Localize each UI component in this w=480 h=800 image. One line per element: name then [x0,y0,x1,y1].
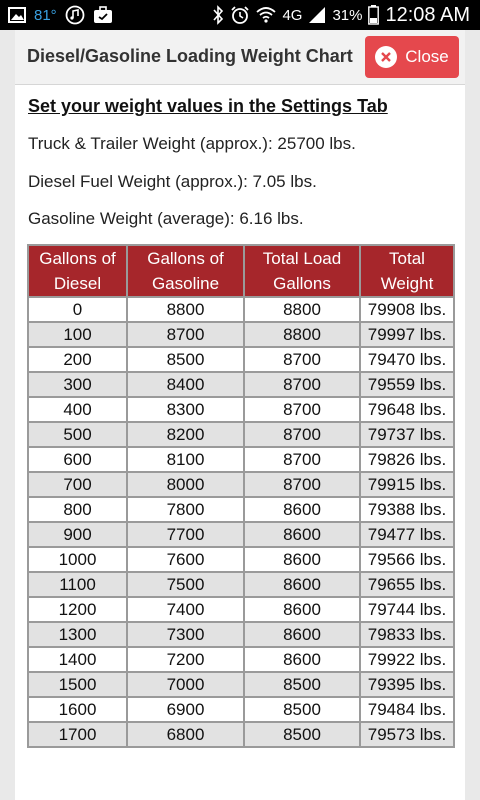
table-cell: 500 [28,422,127,447]
table-row [28,397,454,422]
signal-icon [308,6,326,24]
table-cell: 79908 lbs. [360,297,454,322]
table-cell: 1300 [28,622,127,647]
table-row [28,472,454,497]
table-cell: 8700 [127,322,244,347]
table-cell: 79833 lbs. [360,622,454,647]
table-cell: 0 [28,297,127,322]
dialog-header [15,30,465,85]
table-cell: 79915 lbs. [360,472,454,497]
column-header: Total Load Gallons [244,245,360,297]
table-cell: 8700 [244,397,360,422]
alarm-icon [230,5,250,25]
chart-content [15,85,465,800]
table-cell: 79648 lbs. [360,397,454,422]
table-cell: 8600 [244,522,360,547]
bluetooth-icon [212,5,224,25]
table-cell: 1600 [28,697,127,722]
table-cell: 7600 [127,547,244,572]
table-cell: 600 [28,447,127,472]
battery-icon [368,5,379,25]
table-row [28,497,454,522]
table-row [28,722,454,747]
diesel-weight-text: Diesel Fuel Weight (approx.): 7.05 lbs. [28,172,317,191]
table-cell: 8700 [244,422,360,447]
table-cell: 79737 lbs. [360,422,454,447]
table-cell: 1200 [28,597,127,622]
table-cell: 8800 [127,297,244,322]
table-cell: 400 [28,397,127,422]
table-cell: 79744 lbs. [360,597,454,622]
table-cell: 8400 [127,372,244,397]
settings-hint: Set your weight values in the Settings Tab [28,96,388,116]
table-cell: 6800 [127,722,244,747]
table-cell: 8600 [244,597,360,622]
table-cell: 8700 [244,347,360,372]
table-cell: 1500 [28,672,127,697]
battery-percent-text: 31% [332,6,363,24]
table-cell: 8500 [244,722,360,747]
table-row [28,522,454,547]
table-cell: 8000 [127,472,244,497]
table-row [28,647,454,672]
table-cell: 6900 [127,697,244,722]
table-cell: 100 [28,322,127,347]
table-cell: 79566 lbs. [360,547,454,572]
music-icon [65,5,85,25]
network-type-text: 4G [282,6,303,24]
table-cell: 700 [28,472,127,497]
table-cell: 8800 [244,322,360,347]
status-bar [0,0,480,30]
table-row [28,297,454,322]
table-cell: 79470 lbs. [360,347,454,372]
table-cell: 900 [28,522,127,547]
close-button[interactable] [365,36,459,78]
table-cell: 7200 [127,647,244,672]
table-cell: 79997 lbs. [360,322,454,347]
table-cell: 200 [28,347,127,372]
table-cell: 1000 [28,547,127,572]
weight-table [27,244,455,748]
table-cell: 8600 [244,572,360,597]
status-right [212,4,480,27]
table-cell: 79826 lbs. [360,447,454,472]
table-row [28,372,454,397]
table-cell: 8100 [127,447,244,472]
table-header-row [28,245,454,297]
table-cell: 8500 [244,672,360,697]
column-header: Total Weight [360,245,454,297]
close-button-label: Close [405,47,449,66]
temperature-text: 81° [34,6,57,24]
table-cell: 1700 [28,722,127,747]
table-cell: 300 [28,372,127,397]
column-header: Gallons of Gasoline [127,245,244,297]
table-cell: 79395 lbs. [360,672,454,697]
table-cell: 1100 [28,572,127,597]
table-cell: 1400 [28,647,127,672]
briefcase-icon [93,6,113,24]
wifi-icon [256,6,276,24]
gasoline-weight-text: Gasoline Weight (average): 6.16 lbs. [28,209,304,228]
table-body [28,297,454,747]
table-row [28,547,454,572]
status-left [0,5,113,25]
table-cell: 79477 lbs. [360,522,454,547]
table-cell: 8600 [244,497,360,522]
table-cell: 7700 [127,522,244,547]
table-cell: 8600 [244,647,360,672]
table-row [28,572,454,597]
table-cell: 8500 [127,347,244,372]
table-cell: 800 [28,497,127,522]
table-row [28,322,454,347]
column-header: Gallons of Diesel [28,245,127,297]
table-cell: 7300 [127,622,244,647]
table-row [28,672,454,697]
table-cell: 79573 lbs. [360,722,454,747]
table-row [28,697,454,722]
table-cell: 8300 [127,397,244,422]
table-cell: 8700 [244,372,360,397]
table-cell: 79484 lbs. [360,697,454,722]
table-row [28,597,454,622]
table-cell: 8700 [244,447,360,472]
table-cell: 8800 [244,297,360,322]
table-cell: 7400 [127,597,244,622]
table-cell: 79559 lbs. [360,372,454,397]
table-cell: 79922 lbs. [360,647,454,672]
table-row [28,422,454,447]
table-cell: 8700 [244,472,360,497]
table-cell: 8200 [127,422,244,447]
table-cell: 7000 [127,672,244,697]
gallery-icon [8,7,26,23]
truck-weight-text: Truck & Trailer Weight (approx.): 25700 lbs. [28,134,356,153]
table-cell: 8500 [244,697,360,722]
table-cell: 79388 lbs. [360,497,454,522]
table-row [28,447,454,472]
table-cell: 8600 [244,547,360,572]
table-cell: 79655 lbs. [360,572,454,597]
table-cell: 7500 [127,572,244,597]
table-cell: 8600 [244,622,360,647]
close-icon [375,46,397,68]
table-row [28,622,454,647]
clock-text: 12:08 AM [385,3,470,26]
table-cell: 7800 [127,497,244,522]
table-row [28,347,454,372]
dialog-title: Diesel/Gasoline Loading Weight Chart [27,46,353,66]
